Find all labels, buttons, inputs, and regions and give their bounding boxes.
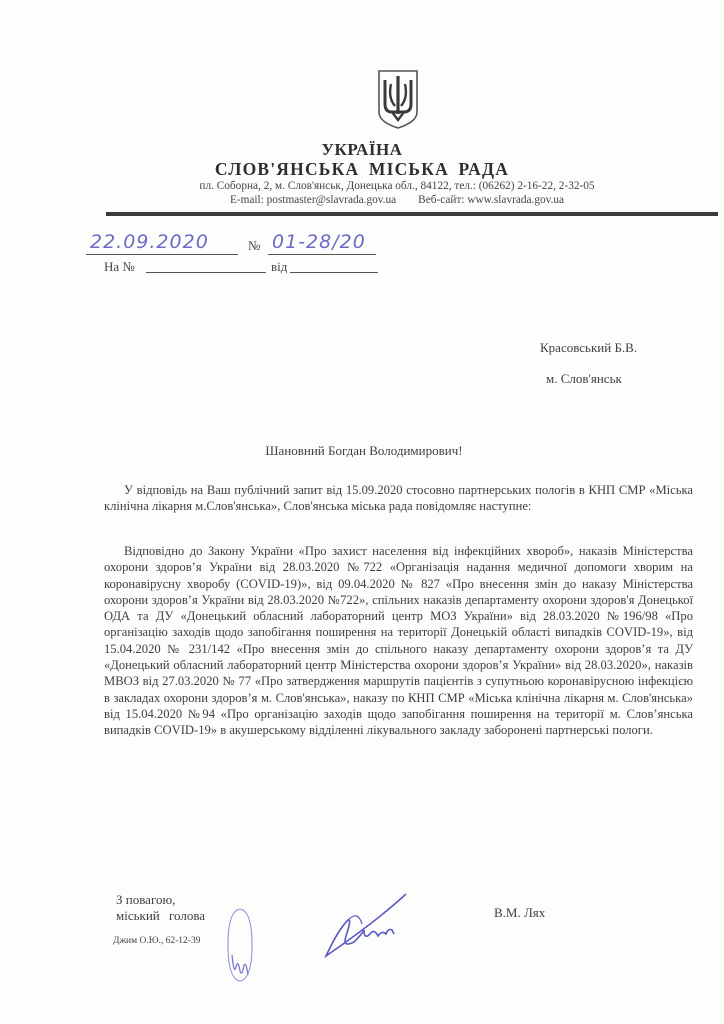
letterhead-divider — [106, 212, 718, 216]
body-paragraph: У відповідь на Ваш публічний запит від 15.09.2020 стосовно партнерських пологів в КНП СМР «Міська клінічна лікарня м.Слов'янська», Слов'янська міська рада повідомляє наступне: — [104, 483, 693, 514]
recipient-city: м. Слов'янськ — [546, 371, 622, 386]
visa-signature-icon — [222, 905, 258, 983]
letterhead-website: Веб-сайт: www.slavrada.gov.ua — [418, 194, 565, 206]
signatory-name: В.М. Лях — [494, 905, 546, 920]
outgoing-date-handwritten: 22.09.2020 — [90, 231, 209, 253]
body-paragraph: Відповідно до Закону України «Про захист населення від інфекційних хвороб», наказів Міністерства охорони здоров’я України від 28.03.2020 №722 «Організація надання медичної допомоги хворим на коронавірусну хворобу (COVID-19)», від 09.04.2020 № 827 «Про внесення змін до наказу Міністерства охорони здоров’я України від 28.03.2020 №722», спільних наказів департаменту охорони здоров'я Донецької ОДА та ДУ «Донецький обласний лабораторний центр МОЗ України» від 28.03.2020 №196/98 «Про організацію заходів щодо запобігання поширення на території Донецькій області випадків COVID-19», від 15.04.2020 № 231/142 «Про внесення змін до спільного наказу департаменту охорони здоров’я та ДУ «Донецький обласний лабораторний центр Міністерства охорони здоров’я України» від 28.03.2020», наказів МВОЗ від 27.03.2020 № 77 «Про затвердження маршрутів пацієнтів з супутньою коронавірусною інфекцією в закладах охорони здоров’я м. Слов'янська», наказу по КНП СМР «Міська клінічна лікарня м. Слов'янська» від 15.04.2020 №94 «Про організацію заходів щодо запобігання поширення на території м. Слов’янська випадків COVID-19» в акушерському відділенні лікувального закладу заборонені партнерські пологи. — [104, 544, 693, 738]
mayor-signature-icon — [318, 890, 418, 960]
letterhead-council: СЛОВ'ЯНСЬКА МІСЬКА РАДА — [214, 159, 510, 179]
reference-date-blank — [290, 272, 378, 273]
signatory-position: міський голова — [116, 908, 206, 923]
letterhead-address: пл. Соборна, 2, м. Слов'янськ, Донецька обл., 84122, тел.: (06262) 2-16-22, 2-32-05 — [199, 180, 595, 192]
number-underline — [268, 254, 376, 255]
outgoing-number-handwritten: 01-28/20 — [272, 231, 366, 253]
reference-number-label: На № — [104, 259, 135, 274]
recipient-name: Красовський Б.В. — [540, 340, 638, 355]
trident-coat-of-arms-icon — [376, 68, 420, 130]
date-underline — [86, 254, 238, 255]
reference-date-label: від — [271, 259, 288, 274]
letterhead-contacts — [0, 194, 724, 206]
number-sign: № — [248, 238, 261, 253]
executor-contact: Джим О.Ю., 62-12-39 — [113, 936, 201, 946]
salutation: Шановний Богдан Володимирович! — [265, 443, 463, 458]
reference-number-blank — [146, 272, 266, 273]
letterhead-email: E-mail: postmaster@slavrada.gov.ua — [229, 194, 397, 206]
closing-regards: З повагою, — [116, 892, 176, 907]
letterhead-country: УКРАЇНА — [321, 140, 403, 159]
